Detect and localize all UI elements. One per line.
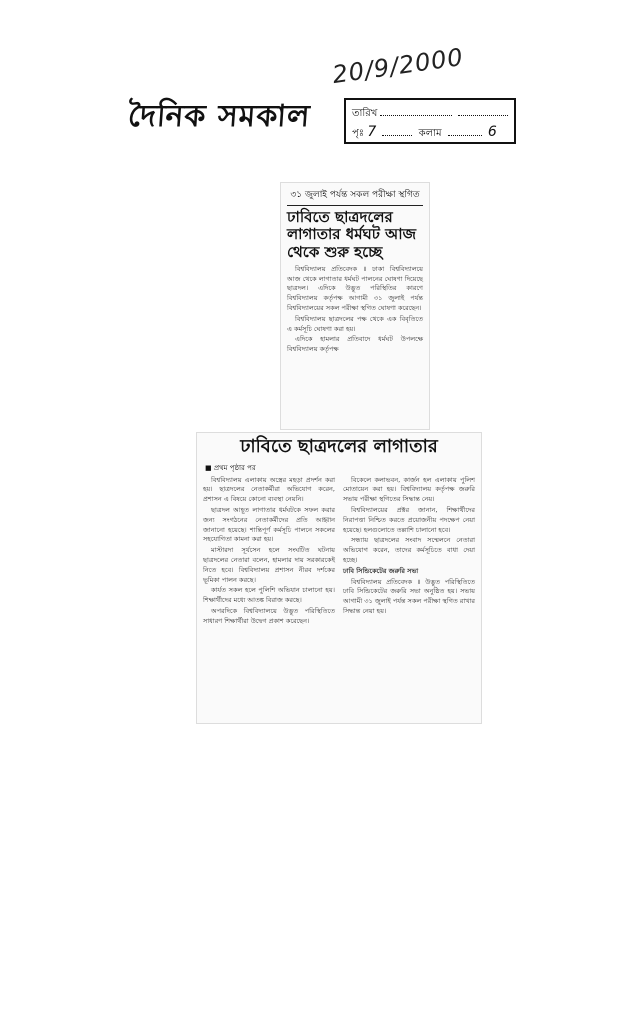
article-column-left <box>203 476 335 628</box>
body-paragraph: বিকেলে কলাভবন, কার্জন হল এলাকায় পুলিশ মোতায়েন করা হয়। বিশ্ববিদ্যালয় কর্তৃপক্ষ জরুরি সভায় পরীক্ষা স্থগিতের সিদ্ধান্ত নেয়। <box>343 475 475 504</box>
body-paragraph: বিশ্ববিদ্যালয়ের প্রক্টর জানান, শিক্ষার্থীদের নিরাপত্তা নিশ্চিত করতে প্রয়োজনীয় পদক্ষেপ নেয়া হয়েছে। হলগুলোতে তল্লাশি চালানো হবে। <box>343 506 475 534</box>
main-headline <box>281 209 429 261</box>
body-paragraph: এদিকে হামলার প্রতিবাদে ধর্মঘট উপলক্ষে বিশ্ববিদ্যালয় কর্তৃপক্ষ <box>287 335 423 354</box>
stamp-page-label: পৃঃ <box>352 128 365 139</box>
stamp-page-value: 7 <box>367 124 377 140</box>
headline-line: ঢাবিতে ছাত্রদলের <box>287 208 393 226</box>
body-paragraph: অপরদিকে বিশ্ববিদ্যালয়ে উদ্ভূত পরিস্থিতিতে সাধারণ শিক্ষার্থীরা উদ্বেগ প্রকাশ করেছেন। <box>203 607 335 625</box>
stamp-page-row <box>352 124 497 143</box>
headline-line: থেকে শুরু হচ্ছে <box>287 242 383 261</box>
body-paragraph: বিশ্ববিদ্যালয় ছাত্রদলের পক্ষ থেকে এক বিবৃতিতে এ কর্মসূচি ঘোষণা করা হয়। <box>287 314 423 333</box>
body-paragraph: সন্ধ্যায় ছাত্রদলের সংবাদ সম্মেলনে নেতারা অভিযোগ করেন, তাদের কর্মসূচিতে বাধা দেয়া হচ্ছে। <box>343 536 475 565</box>
headline-kicker: ৩১ জুলাই পর্যন্ত সকল পরীক্ষা স্থগিত <box>290 190 420 200</box>
handwritten-date: 20/9/2000 <box>330 42 466 90</box>
article-body-top <box>281 261 429 355</box>
body-paragraph: মাস্টারদা সূর্যসেন হলে সংঘটিত ঘটনায় ছাত্রদলের নেতারা বলেন, হামলার দায় সরকারকেই নিতে হবে। বিশ্ববিদ্যালয় প্রশাসন নীরব দর্শকের ভূমিকা পালন করছে। <box>203 546 335 584</box>
news-clipping-continuation <box>196 432 482 724</box>
headline-line: লাগাতার ধর্মঘট আজ <box>287 225 417 244</box>
stamp-date-row <box>352 106 511 123</box>
subheading: ঢাবি সিন্ডিকেটের জরুরি সভা <box>343 566 419 575</box>
body-paragraph: ছাত্রদল আহূত লাগাতার ধর্মঘটকে সফল করার জন্য সংগঠনের নেতাকর্মীদের প্রতি আহ্বান জানানো হয়েছে। শান্তিপূর্ণ কর্মসূচি পালনে সকলের সহযোগিতা কামনা করা হয়। <box>203 506 335 544</box>
stamp-column-label: কলাম <box>418 128 442 139</box>
archive-stamp <box>344 98 516 144</box>
continuation-headline: ঢাবিতে ছাত্রদলের লাগাতার <box>240 436 438 457</box>
body-paragraph: বিশ্ববিদ্যালয় এলাকায় অস্ত্রের মহড়া প্রদর্শন করা হয়। ছাত্রদলের নেতাকর্মীরা অভিযোগ করেন, প্রশাসন এ বিষয়ে কোনো ব্যবস্থা নেয়নি। <box>203 475 335 504</box>
stamp-date-label: তারিখ <box>352 108 378 119</box>
article-column-right <box>343 476 475 628</box>
continuation-note: ■ প্রথম পৃষ্ঠার পর <box>205 463 256 472</box>
body-paragraph: কার্যত সকল হলে পুলিশি অভিযান চালানো হয়। শিক্ষার্থীদের মধ্যে আতঙ্ক বিরাজ করছে। <box>203 586 335 605</box>
stamp-column-value: 6 <box>487 124 497 140</box>
news-clipping-top <box>280 182 430 430</box>
body-paragraph: বিশ্ববিদ্যালয় প্রতিবেদক ॥ উদ্ভূত পরিস্থিতিতে ঢাবি সিন্ডিকেটের জরুরি সভা অনুষ্ঠিত হয়। সভায় আগামী ৩১ জুলাই পর্যন্ত সকল পরীক্ষা স্থগিত রাখার সিদ্ধান্ত নেয়া হয়। <box>343 577 475 616</box>
body-paragraph: বিশ্ববিদ্যালয় প্রতিবেদক ॥ ঢাকা বিশ্ববিদ্যালয়ে আজ থেকে লাগাতার ধর্মঘট পালনের ঘোষণা দিয়েছে ছাত্রদল। এদিকে উদ্ভূত পরিস্থিতির কারণে বিশ্ববিদ্যালয় কর্তৃপক্ষ আগামী ৩১ জুলাই পর্যন্ত বিশ্ববিদ্যালয়ের সকল পরীক্ষা স্থগিত ঘোষণা করেছেন। <box>287 264 423 312</box>
newspaper-masthead: দৈনিক সমকাল <box>126 99 312 134</box>
